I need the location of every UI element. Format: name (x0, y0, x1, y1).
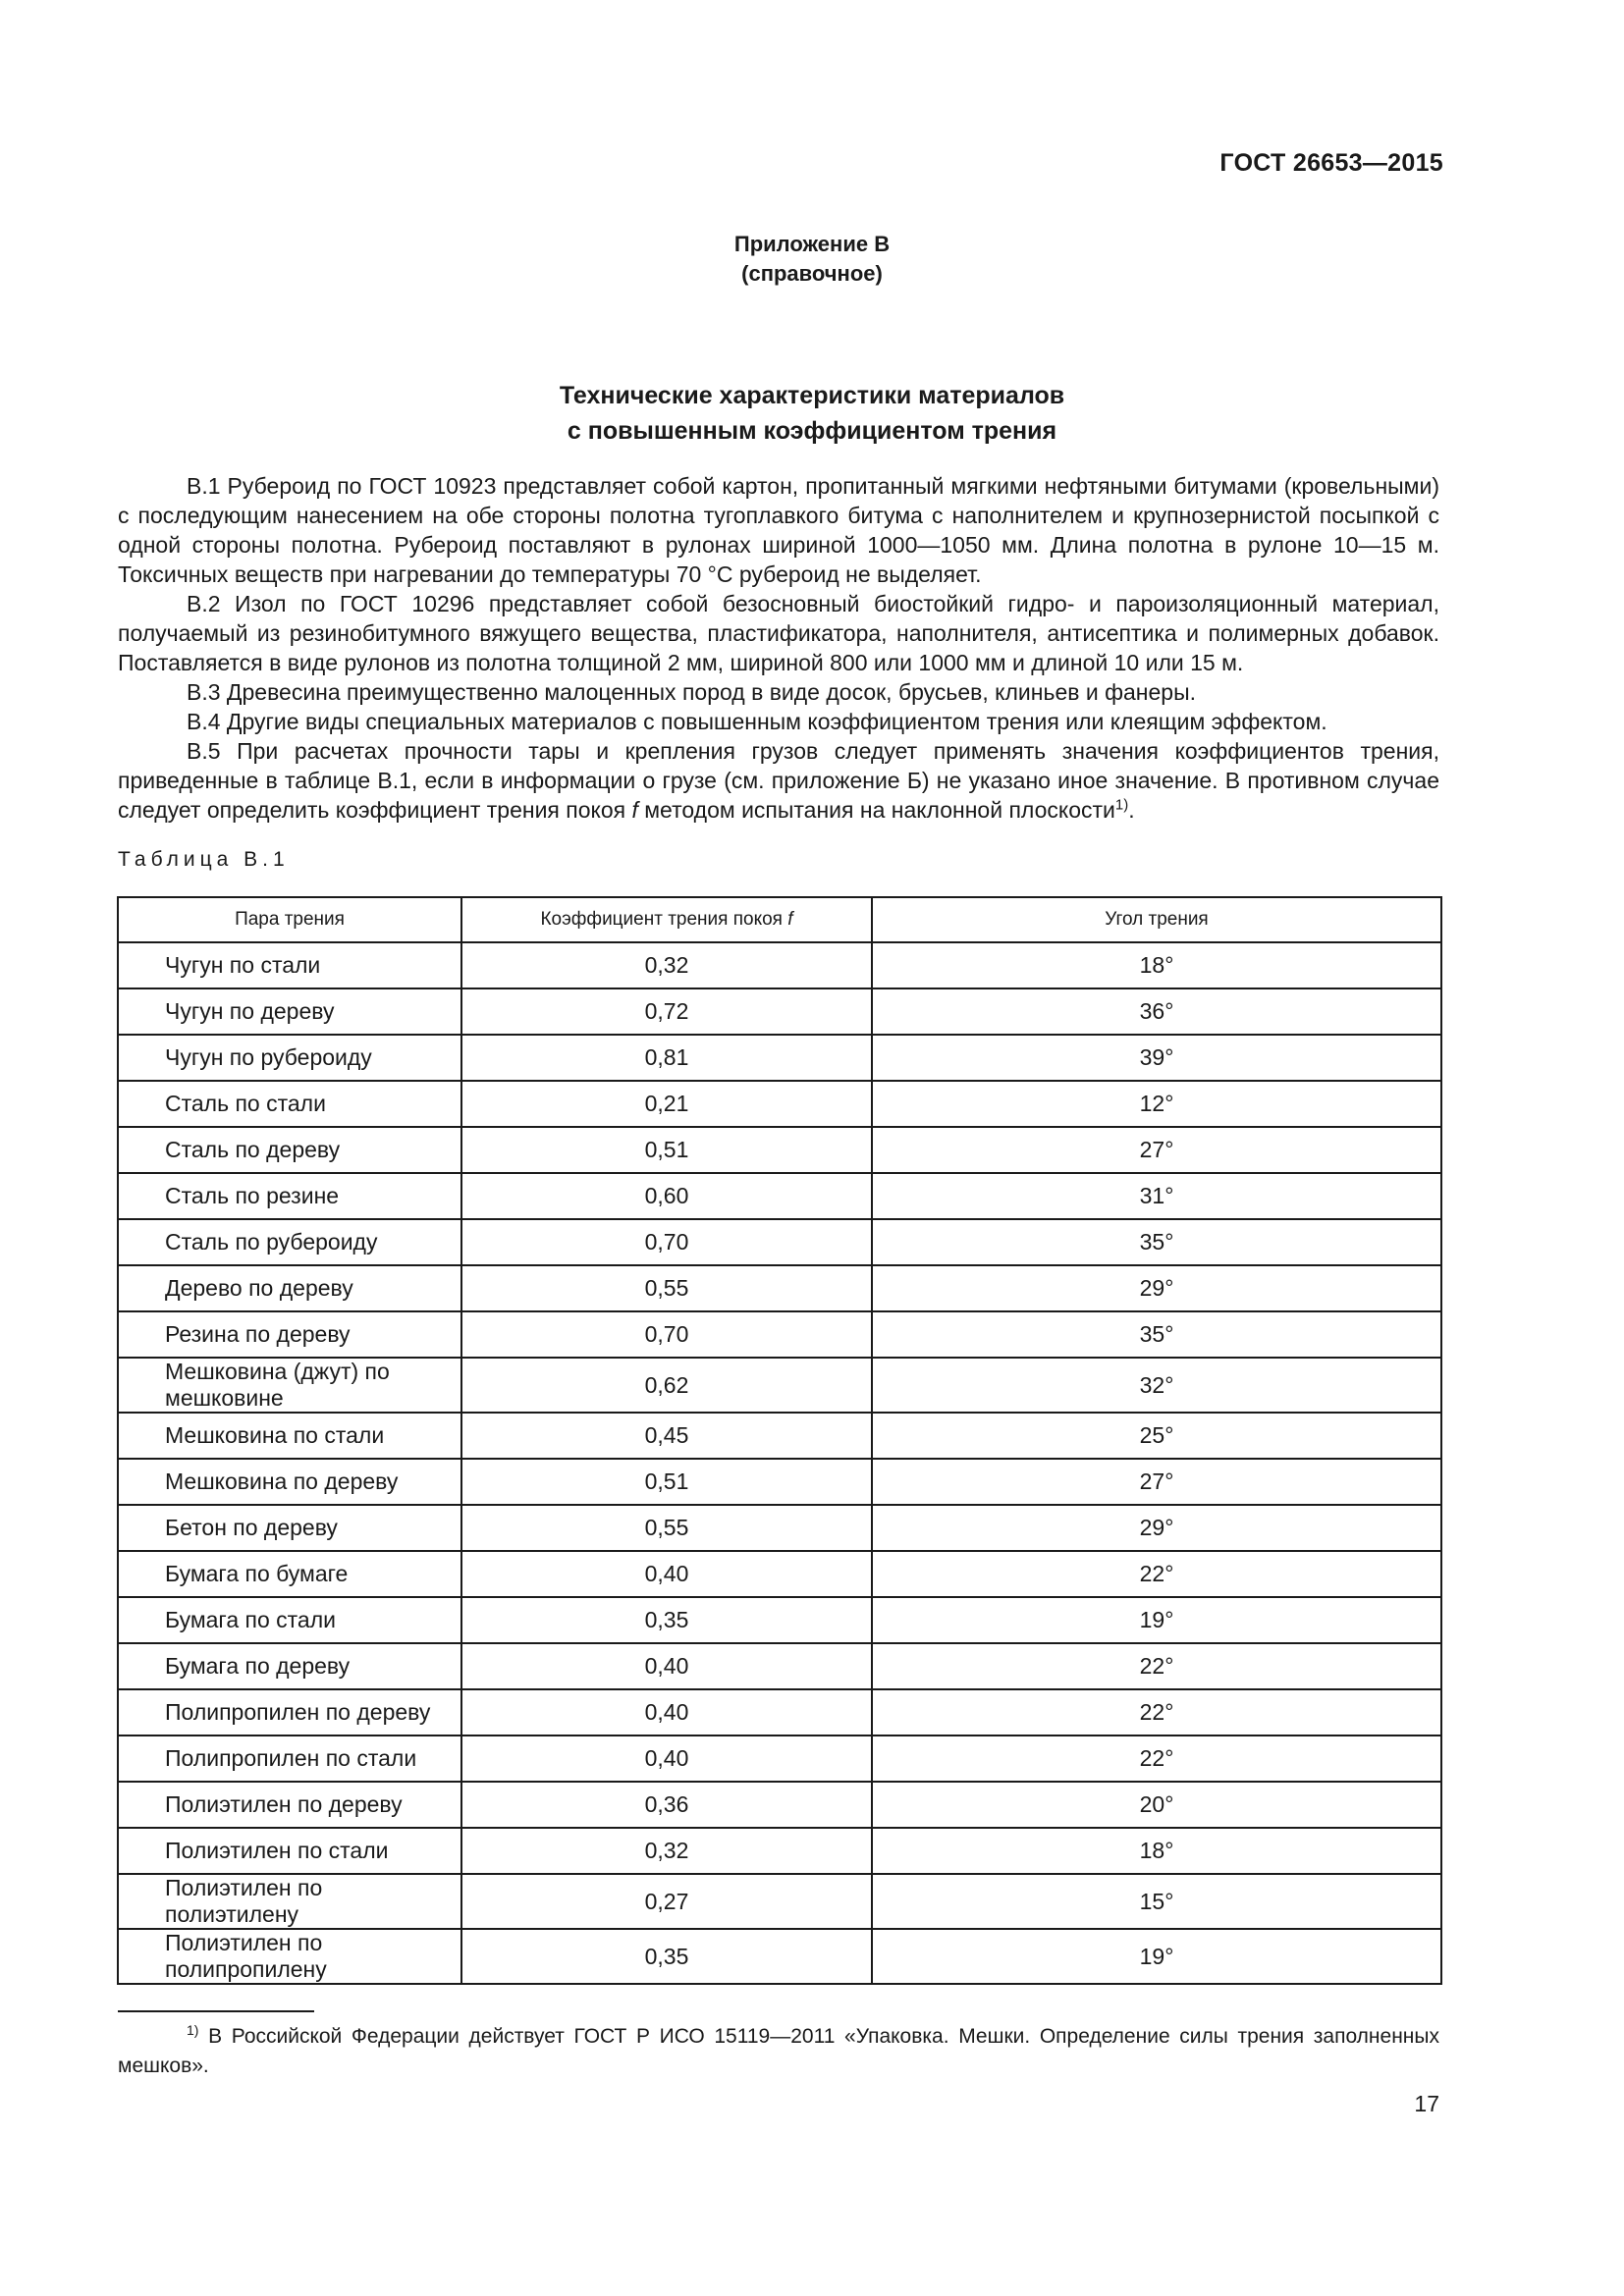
cell-friction-angle: 12° (872, 1081, 1441, 1127)
cell-friction-angle: 22° (872, 1551, 1441, 1597)
table-row (118, 1459, 1441, 1505)
annex-note: (справочное) (741, 261, 883, 286)
annex-title: Приложение В (733, 232, 891, 256)
standard-number: ГОСТ 26653—2015 (1219, 149, 1443, 177)
cell-friction-coefficient: 0,62 (461, 1358, 872, 1413)
cell-friction-angle: 18° (872, 942, 1441, 988)
cell-friction-coefficient: 0,35 (461, 1929, 872, 1984)
friction-table (117, 896, 1442, 1985)
paragraph-b5 (118, 736, 1439, 825)
cell-friction-angle: 22° (872, 1643, 1441, 1689)
cell-friction-angle: 29° (872, 1505, 1441, 1551)
paragraph-b5-text: В.5 При расчетах прочности тары и крепления грузов следует применять значения коэффициентов трения, приведенные в таблице В.1, если в информации о грузе (см. приложение Б) не указано иное значение. В противном случае следует определить коэффициент трения покоя (118, 738, 1439, 823)
cell-friction-coefficient: 0,32 (461, 1828, 872, 1874)
table-row (118, 942, 1441, 988)
cell-friction-angle: 22° (872, 1735, 1441, 1782)
cell-friction-pair: Мешковина (джут) по мешковине (118, 1358, 461, 1413)
cell-friction-pair: Полипропилен по дереву (118, 1689, 461, 1735)
cell-friction-pair: Бумага по бумаге (118, 1551, 461, 1597)
cell-friction-pair: Мешковина по стали (118, 1413, 461, 1459)
cell-friction-angle: 35° (872, 1311, 1441, 1358)
cell-friction-angle: 25° (872, 1413, 1441, 1459)
cell-friction-pair: Сталь по резине (118, 1173, 461, 1219)
cell-friction-coefficient: 0,40 (461, 1735, 872, 1782)
header-coefficient-variable: f (787, 909, 793, 930)
table-row (118, 1689, 1441, 1735)
footnote (118, 2022, 1439, 2081)
section-title-line-2: с повышенным коэффициентом трения (567, 417, 1057, 445)
cell-friction-angle: 39° (872, 1035, 1441, 1081)
table-row (118, 1735, 1441, 1782)
cell-friction-pair: Дерево по дереву (118, 1265, 461, 1311)
cell-friction-coefficient: 0,32 (461, 942, 872, 988)
cell-friction-coefficient: 0,60 (461, 1173, 872, 1219)
cell-friction-angle: 27° (872, 1127, 1441, 1173)
paragraph-b5-period: . (1128, 797, 1135, 823)
footnote-marker: 1) (187, 2022, 199, 2038)
paragraph-b1: В.1 Рубероид по ГОСТ 10923 представляет собой картон, пропитанный мягкими нефтяными битумами (кровельными) с последующим нанесением на обе стороны полотна тугоплавкого битума с наполнителем и крупнозернистой посыпкой с одной стороны полотна. Рубероид поставляют в рулонах шириной 1000—1050 мм. Длина полотна в рулоне 10—15 м. Токсичных веществ при нагревании до температуры 70 °С рубероид не выделяет. (118, 473, 1439, 587)
table-row (118, 1173, 1441, 1219)
table-row (118, 1929, 1441, 1984)
header-friction-coefficient (461, 897, 872, 942)
cell-friction-coefficient: 0,51 (461, 1459, 872, 1505)
table-row (118, 1219, 1441, 1265)
cell-friction-coefficient: 0,35 (461, 1597, 872, 1643)
cell-friction-coefficient: 0,40 (461, 1689, 872, 1735)
table-row (118, 1874, 1441, 1929)
cell-friction-coefficient: 0,40 (461, 1643, 872, 1689)
cell-friction-angle: 31° (872, 1173, 1441, 1219)
table-row (118, 1265, 1441, 1311)
cell-friction-pair: Мешковина по дереву (118, 1459, 461, 1505)
header-coefficient-text: Коэффициент трения покоя (540, 909, 788, 930)
page-number: 17 (1414, 2091, 1439, 2116)
footnote-reference[interactable]: 1) (1114, 796, 1129, 814)
table-row (118, 1782, 1441, 1828)
cell-friction-pair: Бумага по стали (118, 1597, 461, 1643)
paragraph-b4: В.4 Другие виды специальных материалов с повышенным коэффициентом трения или клеящим эффектом. (187, 709, 1327, 734)
cell-friction-pair: Полиэтилен по стали (118, 1828, 461, 1874)
cell-friction-coefficient: 0,72 (461, 988, 872, 1035)
footnote-divider (118, 2010, 314, 2012)
cell-friction-coefficient: 0,40 (461, 1551, 872, 1597)
cell-friction-pair: Полиэтилен по дереву (118, 1782, 461, 1828)
cell-friction-pair: Сталь по стали (118, 1081, 461, 1127)
cell-friction-pair: Чугун по стали (118, 942, 461, 988)
cell-friction-coefficient: 0,51 (461, 1127, 872, 1173)
table-row (118, 988, 1441, 1035)
cell-friction-angle: 15° (872, 1874, 1441, 1929)
table-caption: Таблица В.1 (118, 848, 290, 871)
cell-friction-coefficient: 0,21 (461, 1081, 872, 1127)
table-row (118, 1081, 1441, 1127)
cell-friction-pair: Бетон по дереву (118, 1505, 461, 1551)
section-title (0, 378, 1624, 449)
header-friction-angle: Угол трения (872, 897, 1441, 942)
cell-friction-angle: 19° (872, 1597, 1441, 1643)
cell-friction-angle: 35° (872, 1219, 1441, 1265)
table-row (118, 1643, 1441, 1689)
cell-friction-coefficient: 0,81 (461, 1035, 872, 1081)
table-body (118, 942, 1441, 1984)
cell-friction-coefficient: 0,70 (461, 1311, 872, 1358)
cell-friction-coefficient: 0,55 (461, 1505, 872, 1551)
header-friction-pair: Пара трения (118, 897, 461, 942)
cell-friction-pair: Резина по дереву (118, 1311, 461, 1358)
table-row (118, 1413, 1441, 1459)
table-row (118, 1828, 1441, 1874)
cell-friction-pair: Сталь по дереву (118, 1127, 461, 1173)
annex-heading (0, 230, 1624, 289)
cell-friction-coefficient: 0,36 (461, 1782, 872, 1828)
cell-friction-angle: 32° (872, 1358, 1441, 1413)
cell-friction-angle: 18° (872, 1828, 1441, 1874)
cell-friction-coefficient: 0,70 (461, 1219, 872, 1265)
cell-friction-pair: Чугун по рубероиду (118, 1035, 461, 1081)
cell-friction-pair: Сталь по рубероиду (118, 1219, 461, 1265)
table-row (118, 1035, 1441, 1081)
paragraph-b3: В.3 Древесина преимущественно малоценных пород в виде досок, брусьев, клиньев и фанеры. (187, 679, 1197, 705)
cell-friction-angle: 29° (872, 1265, 1441, 1311)
cell-friction-angle: 20° (872, 1782, 1441, 1828)
section-title-line-1: Технические характеристики материалов (559, 382, 1065, 409)
friction-variable: f (631, 797, 638, 823)
table-row (118, 1551, 1441, 1597)
cell-friction-angle: 22° (872, 1689, 1441, 1735)
table-header-row (118, 897, 1441, 942)
cell-friction-angle: 19° (872, 1929, 1441, 1984)
cell-friction-angle: 27° (872, 1459, 1441, 1505)
cell-friction-coefficient: 0,45 (461, 1413, 872, 1459)
cell-friction-coefficient: 0,27 (461, 1874, 872, 1929)
cell-friction-coefficient: 0,55 (461, 1265, 872, 1311)
cell-friction-angle: 36° (872, 988, 1441, 1035)
cell-friction-pair: Чугун по дереву (118, 988, 461, 1035)
table-row (118, 1311, 1441, 1358)
paragraph-b5-text-end: методом испытания на наклонной плоскости (637, 797, 1115, 823)
cell-friction-pair: Полипропилен по стали (118, 1735, 461, 1782)
body-text (118, 471, 1439, 825)
table-row (118, 1127, 1441, 1173)
table-row (118, 1358, 1441, 1413)
table-row (118, 1505, 1441, 1551)
footnote-text: В Российской Федерации действует ГОСТ Р ИСО 15119—2011 «Упаковка. Мешки. Определение силы трения заполненных мешков». (118, 2025, 1439, 2077)
cell-friction-pair: Бумага по дереву (118, 1643, 461, 1689)
table-row (118, 1597, 1441, 1643)
paragraph-b2: В.2 Изол по ГОСТ 10296 представляет собой безосновный биостойкий гидро- и пароизоляционный материал, получаемый из резинобитумного вяжущего вещества, пластификатора, наполнителя, антисептика и полимерных добавок. Поставляется в виде рулонов из полотна толщиной 2 мм, шириной 800 или 1000 мм и длиной 10 или 15 м. (118, 591, 1439, 675)
cell-friction-pair: Полиэтилен по полипропилену (118, 1929, 461, 1984)
cell-friction-pair: Полиэтилен по полиэтилену (118, 1874, 461, 1929)
